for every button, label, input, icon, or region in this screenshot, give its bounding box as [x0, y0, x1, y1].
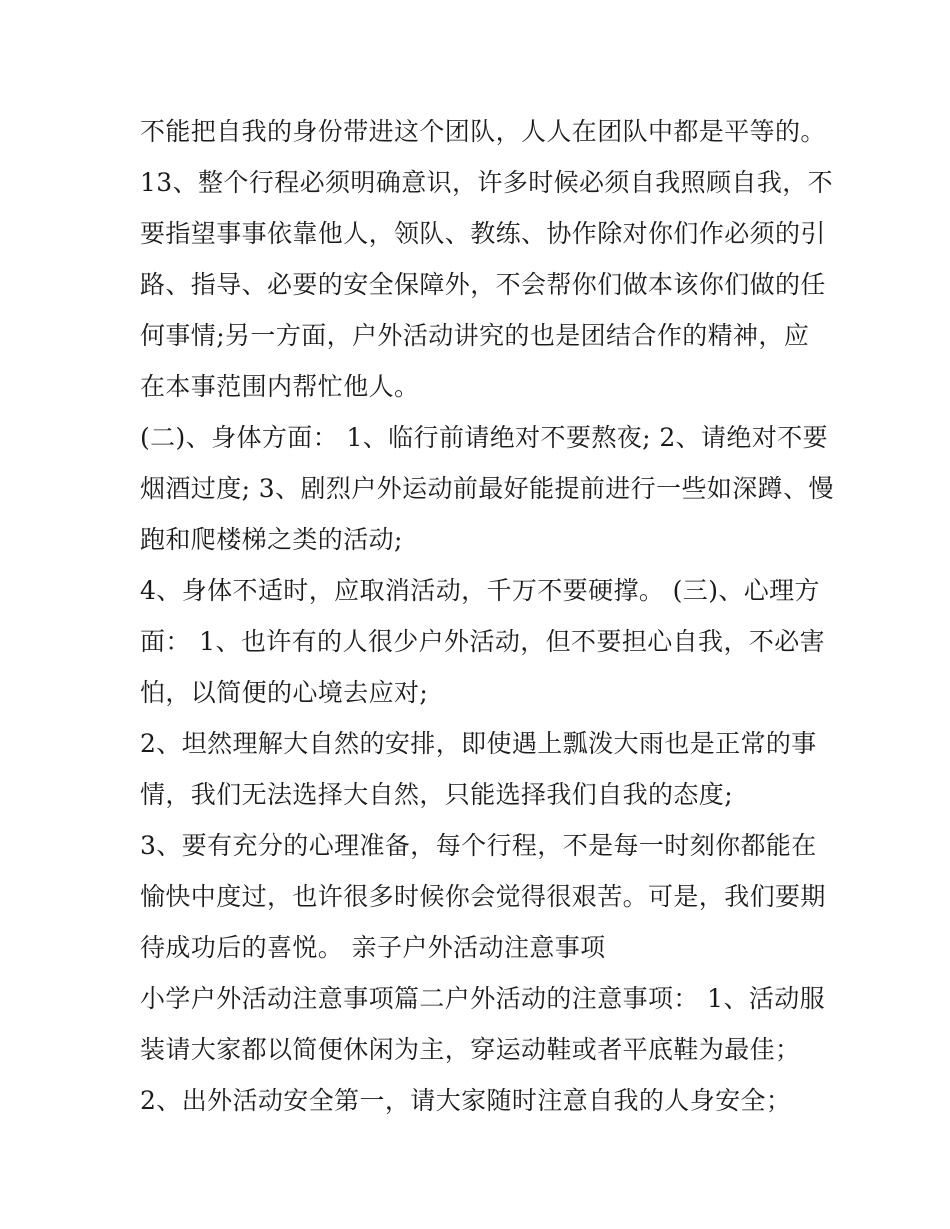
text-line: 不能把自我的身份带进这个团队，人人在团队中都是平等的。 — [140, 117, 826, 146]
body-text — [140, 106, 834, 1126]
text-line: 要指望事事依靠他人，领队、教练、协作除对你们作必须的引 — [140, 219, 826, 248]
text-line: 3、要有充分的心理准备，每个行程，不是每一时刻你都能在 — [140, 831, 817, 860]
text-line: 4、身体不适时，应取消活动，千万不要硬撑。 (三)、心理方 — [140, 576, 820, 605]
text-line: 在本事范围内帮忙他人。 — [140, 372, 420, 401]
text-line: 13、整个行程必须明确意识，许多时候必须自我照顾自我，不 — [140, 168, 834, 197]
text-line: (二)、身体方面： 1、临行前请绝对不要熬夜; 2、请绝对不要 — [140, 423, 829, 452]
text-line: 小学户外活动注意事项篇二户外活动的注意事项： 1、活动服 — [140, 984, 826, 1013]
text-line: 愉快中度过，也许很多时候你会觉得很艰苦。可是，我们要期 — [140, 882, 826, 911]
text-line: 何事情;另一方面，户外活动讲究的也是团结合作的精神，应 — [140, 321, 810, 350]
text-line: 路、指导、必要的安全保障外，不会帮你们做本该你们做的任 — [140, 270, 826, 299]
text-line: 跑和爬楼梯之类的活动; — [140, 525, 403, 554]
text-line: 2、坦然理解大自然的安排，即使遇上瓢泼大雨也是正常的事 — [140, 729, 817, 758]
text-line: 待成功后的喜悦。 亲子户外活动注意事项 — [140, 933, 606, 962]
text-line: 面： 1、也许有的人很少户外活动，但不要担心自我，不必害 — [140, 627, 826, 656]
text-line: 2、出外活动安全第一，请大家随时注意自我的人身安全； — [140, 1086, 792, 1115]
text-line: 装请大家都以简便休闲为主，穿运动鞋或者平底鞋为最佳； — [140, 1035, 801, 1064]
text-line: 烟酒过度; 3、剧烈户外运动前最好能提前进行一些如深蹲、慢 — [140, 474, 834, 503]
text-line: 情，我们无法选择大自然，只能选择我们自我的态度; — [140, 780, 734, 809]
text-line: 怕，以简便的心境去应对; — [140, 678, 429, 707]
